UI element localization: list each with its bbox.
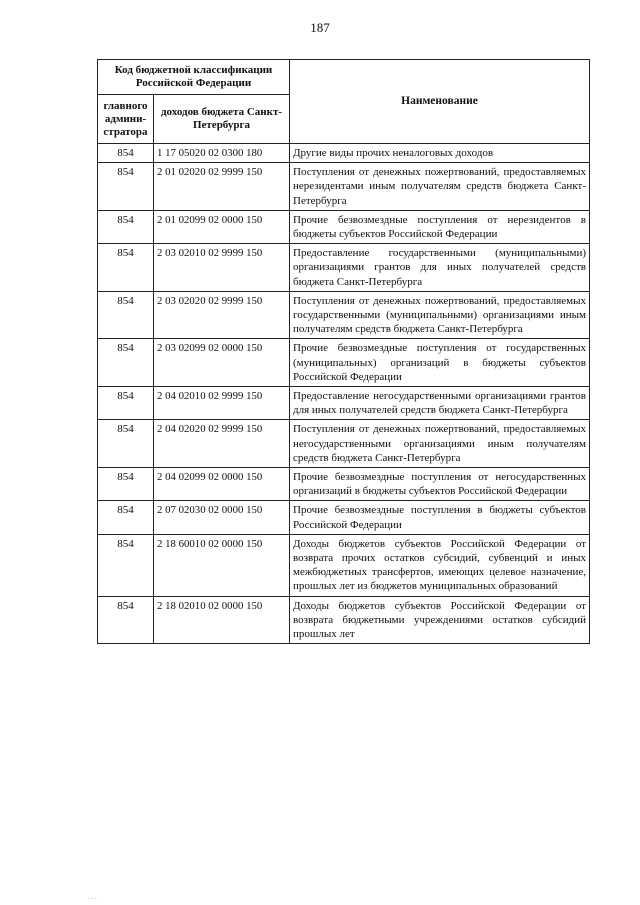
admin-cell: 854 bbox=[98, 596, 154, 644]
admin-cell: 854 bbox=[98, 291, 154, 339]
header-admin: главного админи-стратора bbox=[98, 95, 154, 144]
code-cell: 2 03 02099 02 0000 150 bbox=[154, 339, 290, 387]
table-row bbox=[98, 144, 590, 163]
code-cell: 2 03 02020 02 9999 150 bbox=[154, 291, 290, 339]
code-cell: 2 07 02030 02 0000 150 bbox=[154, 501, 290, 534]
code-cell: 2 03 02010 02 9999 150 bbox=[154, 244, 290, 292]
name-cell: Предоставление государственными (муниципальными) организациями грантов для иных получателей средств бюджета Санкт-Петербурга bbox=[290, 244, 590, 292]
table-row bbox=[98, 596, 590, 644]
name-cell: Доходы бюджетов субъектов Российской Федерации от возврата бюджетными учреждениями остатков субсидий прошлых лет bbox=[290, 596, 590, 644]
name-cell: Поступления от денежных пожертвований, предоставляемых нерезидентами иным получателям средств бюджета Санкт-Петербурга bbox=[290, 163, 590, 211]
page-number: 187 bbox=[310, 20, 330, 35]
table-row bbox=[98, 420, 590, 468]
code-cell: 2 18 02010 02 0000 150 bbox=[154, 596, 290, 644]
table-row bbox=[98, 210, 590, 243]
name-cell: Прочие безвозмездные поступления от нерезидентов в бюджеты субъектов Российской Федерации bbox=[290, 210, 590, 243]
table-row bbox=[98, 534, 590, 596]
header-row-top bbox=[98, 60, 590, 95]
admin-cell: 854 bbox=[98, 210, 154, 243]
admin-cell: 854 bbox=[98, 144, 154, 163]
header-code-group: Код бюджетной классификации Российской Федерации bbox=[98, 60, 290, 95]
name-cell: Другие виды прочих неналоговых доходов bbox=[290, 144, 590, 163]
name-cell: Поступления от денежных пожертвований, предоставляемых государственными (муниципальными) организациями иным получателям средств бюджета Санкт-Петербурга bbox=[290, 291, 590, 339]
name-cell: Поступления от денежных пожертвований, предоставляемых негосударственными организациями иным получателям средств бюджета Санкт-Петербурга bbox=[290, 420, 590, 468]
table-body bbox=[98, 144, 590, 644]
code-cell: 2 04 02010 02 9999 150 bbox=[154, 387, 290, 420]
name-cell: Доходы бюджетов субъектов Российской Федерации от возврата прочих остатков субсидий, субвенций и иных межбюджетных трансфертов, имеющих целевое назначение, прошлых лет из бюджетов муниципальных образований bbox=[290, 534, 590, 596]
code-cell: 2 18 60010 02 0000 150 bbox=[154, 534, 290, 596]
admin-cell: 854 bbox=[98, 163, 154, 211]
table-row bbox=[98, 387, 590, 420]
budget-classification-table bbox=[97, 59, 590, 644]
admin-cell: 854 bbox=[98, 387, 154, 420]
table-row bbox=[98, 244, 590, 292]
name-cell: Прочие безвозмездные поступления от негосударственных организаций в бюджеты субъектов Российской Федерации bbox=[290, 468, 590, 501]
header-revenue: доходов бюджета Санкт-Петербурга bbox=[154, 95, 290, 144]
code-cell: 2 04 02099 02 0000 150 bbox=[154, 468, 290, 501]
table-row bbox=[98, 163, 590, 211]
code-cell: 1 17 05020 02 0300 180 bbox=[154, 144, 290, 163]
admin-cell: 854 bbox=[98, 244, 154, 292]
footer-mark: . . . bbox=[88, 893, 97, 901]
admin-cell: 854 bbox=[98, 339, 154, 387]
admin-cell: 854 bbox=[98, 501, 154, 534]
table-row bbox=[98, 468, 590, 501]
admin-cell: 854 bbox=[98, 468, 154, 501]
name-cell: Прочие безвозмездные поступления в бюджеты субъектов Российской Федерации bbox=[290, 501, 590, 534]
code-cell: 2 01 02099 02 0000 150 bbox=[154, 210, 290, 243]
table-row bbox=[98, 501, 590, 534]
table-row bbox=[98, 339, 590, 387]
table-row bbox=[98, 291, 590, 339]
code-cell: 2 04 02020 02 9999 150 bbox=[154, 420, 290, 468]
name-cell: Предоставление негосударственными организациями грантов для иных получателей средств бюджета Санкт-Петербурга bbox=[290, 387, 590, 420]
header-name: Наименование bbox=[290, 60, 590, 144]
admin-cell: 854 bbox=[98, 534, 154, 596]
code-cell: 2 01 02020 02 9999 150 bbox=[154, 163, 290, 211]
name-cell: Прочие безвозмездные поступления от государственных (муниципальных) организаций в бюджеты субъектов Российской Федерации bbox=[290, 339, 590, 387]
admin-cell: 854 bbox=[98, 420, 154, 468]
